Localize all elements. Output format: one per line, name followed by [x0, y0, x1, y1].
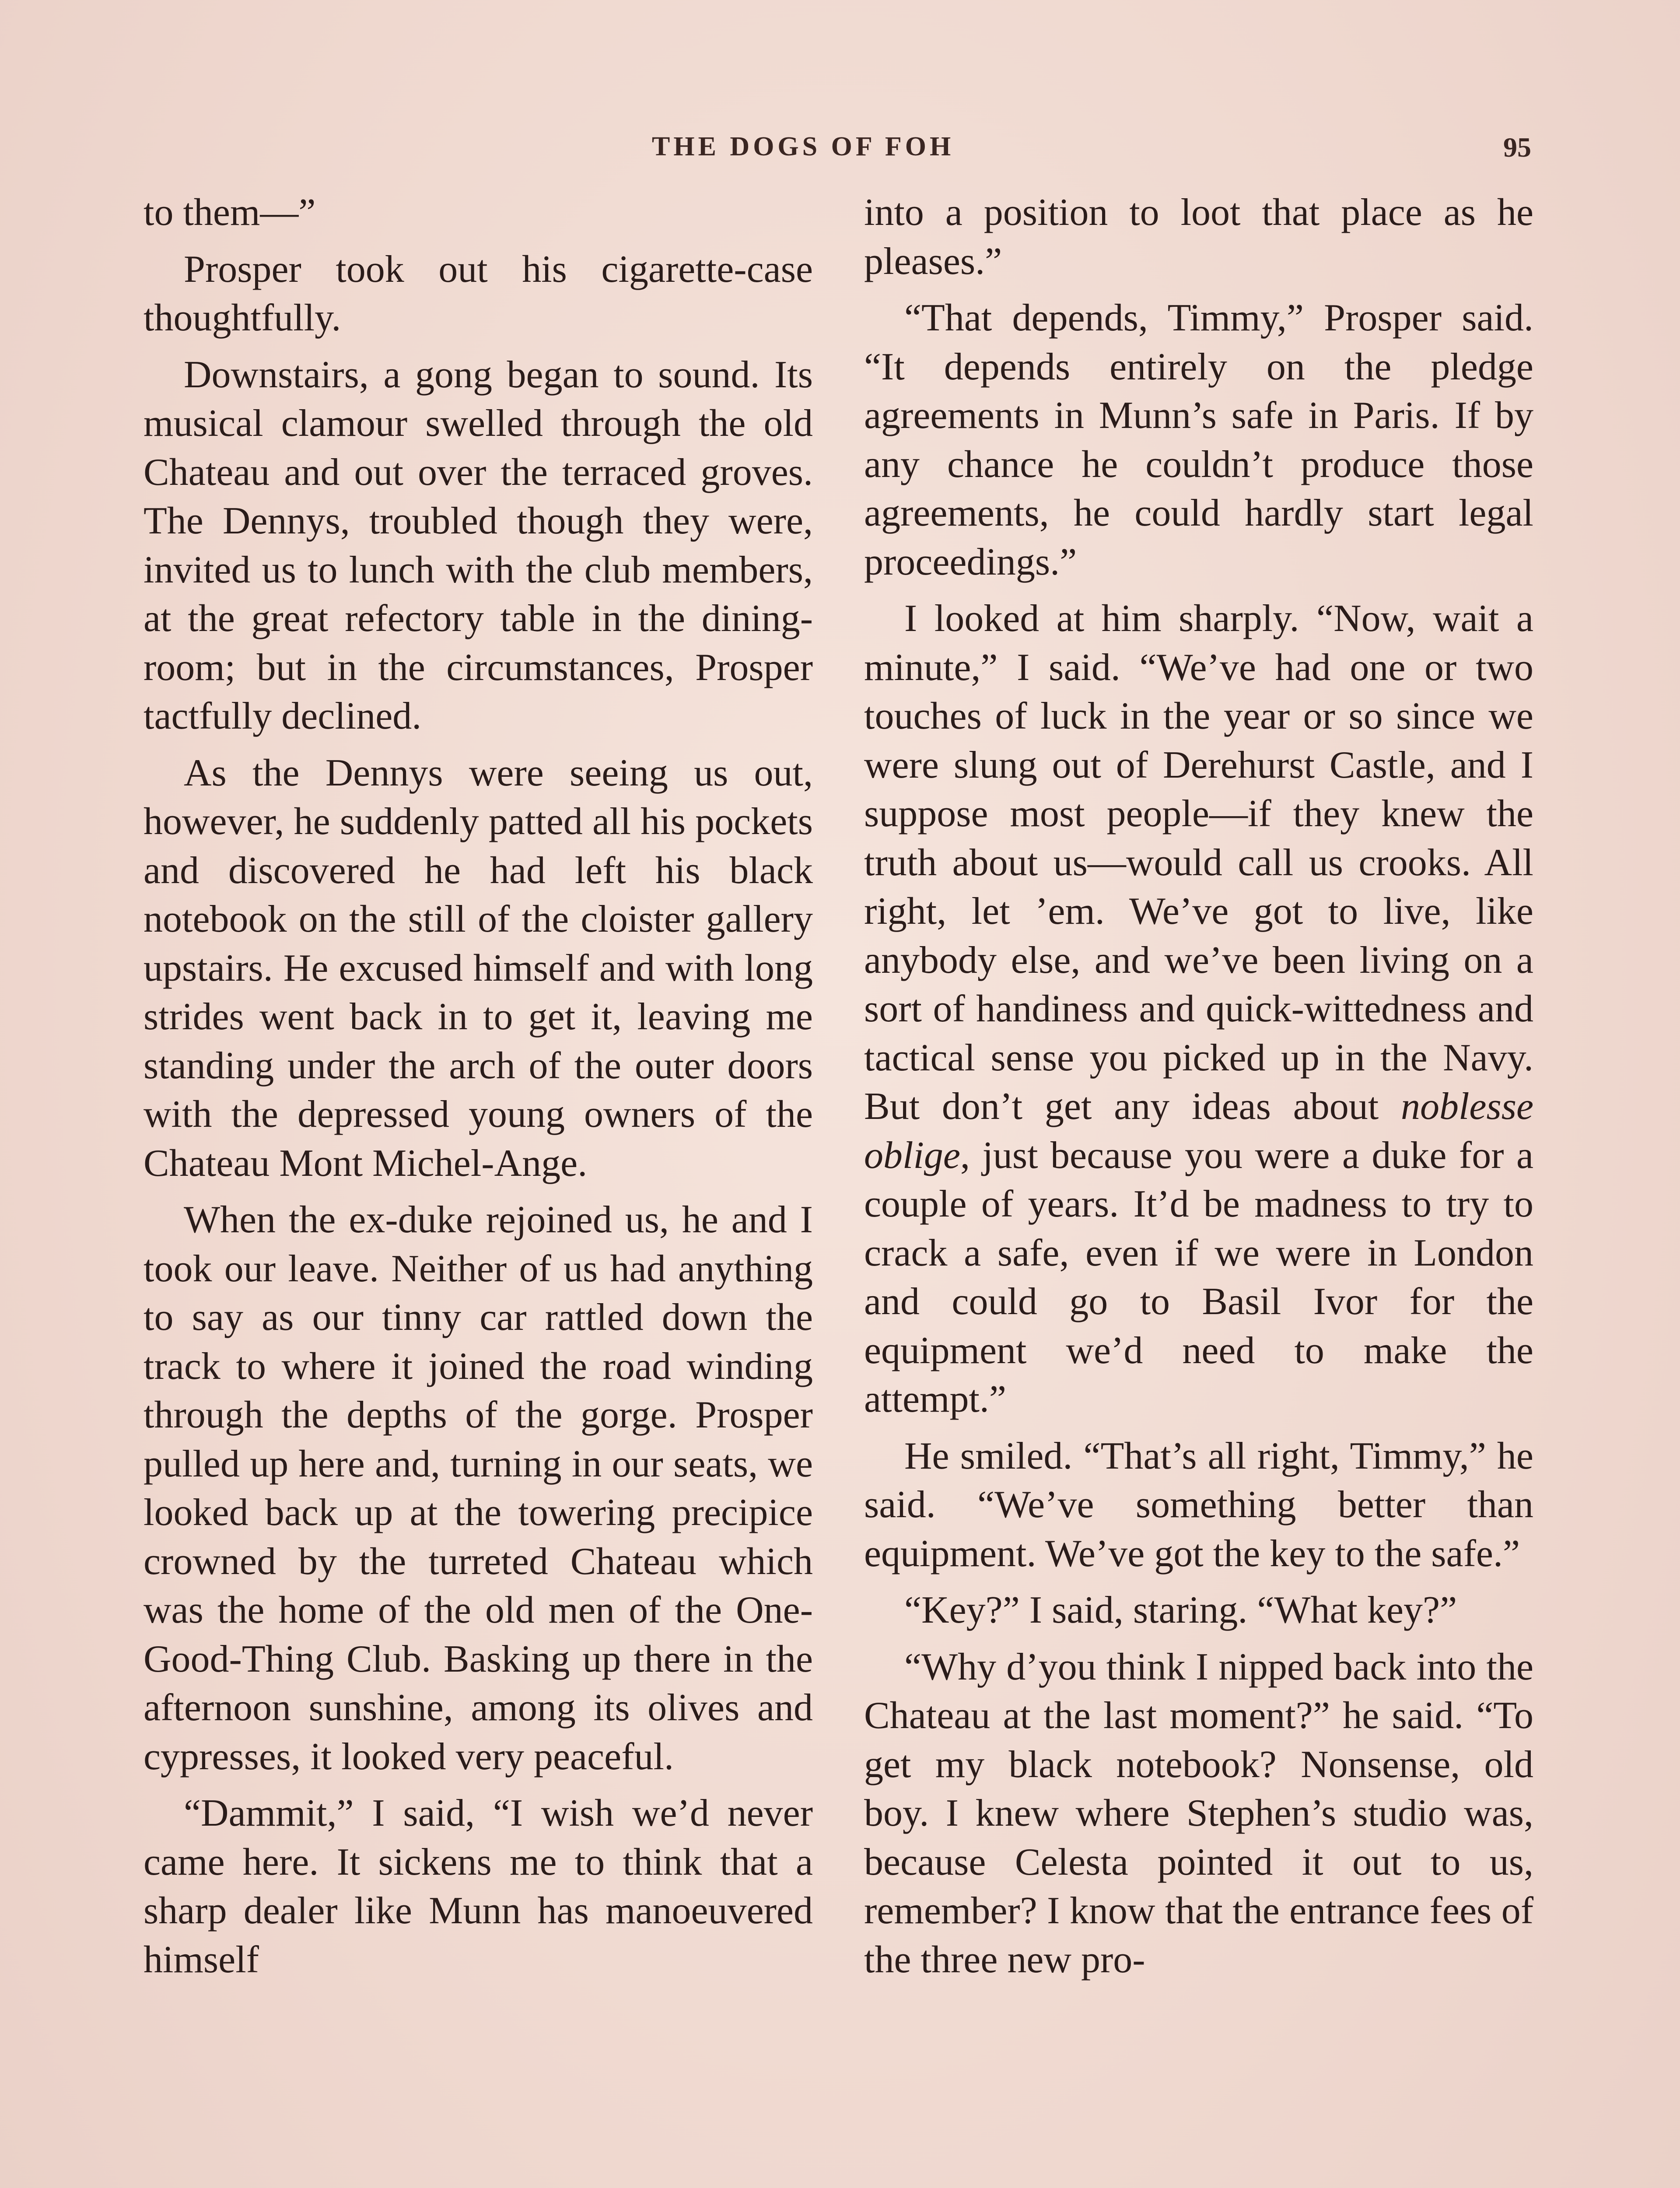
paragraph: When the ex-duke rejoined us, he and I took our leave. Neither of us had anything to say as our tinny car rattled down the track to where it joined the road winding through the depths of the gorge. Prosper pulled up here and, turning in our seats, we looked back up at the towering precipice crowned by the turreted Chateau which was the home of the old men of the One-Good-Thing Club. Basking up there in the afternoon sunshine, among its olives and cypresses, it looked very peaceful.: [144, 1199, 813, 1778]
italic-phrase: noblesse oblige: [864, 1085, 1534, 1177]
right-text-column: [864, 188, 1533, 1992]
running-title: THE DOGS OF FOH: [652, 132, 955, 161]
paragraph-text: you were a duke for a couple of years. It’d be madness to try to crack a safe, even if we were in London and could go to Basil Ivor for the equipment we’d need to make the attempt.”: [864, 1134, 1534, 1420]
paragraph: “Why d’you think I nipped back into the Chateau at the last moment?” he said. “To get my black notebook? Nonsense, old boy. I knew where Stephen’s studio was, because Celesta pointed it out to us, remember? I know that the entrance fees of the three new pro-: [864, 1645, 1533, 1981]
paragraph: He smiled. “That’s all right, Timmy,” he said. “We’ve something better than equipment. We’ve got the key to the safe.”: [864, 1434, 1533, 1575]
paragraph: Downstairs, a gong began to sound. Its musical clamour swelled through the old Chateau and out over the terraced groves. The Dennys, troubled though they were, invited us to lunch with the club members, at the great refectory table in the dining-room; but in the circumstances, Prosper tactfully declined.: [144, 353, 813, 737]
paragraph-text: I looked at him sharply. “Now, wait a minute,” I said. “We’ve had one or two touches of luck in the year or so since we were slung out of Derehurst Castle, and I suppose most people—if they knew the truth about us—would call us crooks. All right, let ’em. We’ve got to live, like anybody else, and we’ve been living on a sort of handiness and quick-wittedness and tactical sense you picked up in the Navy. But don’t get any ideas: [864, 597, 1533, 1128]
paragraph: “Dammit,” I said, “I wish we’d never came here. It sickens me to think that a sharp dealer like Munn has manoeuvered himself: [144, 1792, 813, 1981]
paragraph: “Key?” I said, staring. “What key?”: [904, 1589, 1457, 1631]
paragraph: As the Dennys were seeing us out, however, he suddenly patted all his pockets and discovered he had left his black notebook on the still of the cloister gallery upstairs. He excused himself and with long strides went back in to get it, leaving me standing under the arch of the outer doors with the depressed young owners of the Chateau Mont Michel-Ange.: [144, 751, 813, 1185]
left-text-column: [144, 188, 813, 1992]
paragraph: Prosper took out his cigarette-case thoughtfully.: [144, 248, 813, 339]
paragraph: to them—”: [144, 191, 316, 234]
page-number: 95: [1503, 132, 1531, 163]
paragraph: [864, 594, 1533, 1424]
paragraph-text: about: [1293, 1085, 1379, 1128]
paragraph-text: , just because: [960, 1134, 1172, 1177]
paragraph: “That depends, Timmy,” Prosper said. “It depends entirely on the pledge agreements in Munn’s safe in Paris. If by any chance he couldn’t produce those agreements, he could hardly start legal proceedings.”: [864, 297, 1533, 583]
paragraph: into a position to loot that place as he pleases.”: [864, 191, 1533, 283]
